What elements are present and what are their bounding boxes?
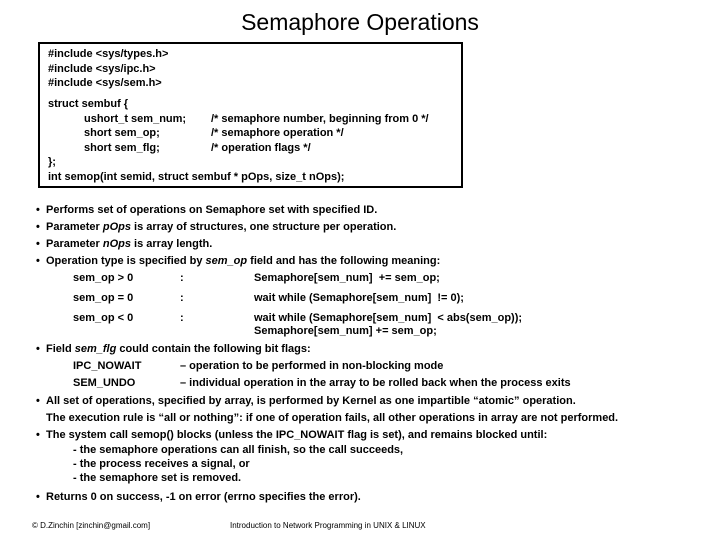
code-box [38, 42, 463, 188]
op-condition: sem_op > 0 [73, 272, 134, 284]
code-include-ipc: #include <sys/ipc.h> [48, 62, 156, 75]
bullet-dot: • [36, 491, 40, 503]
bullet-dot: • [36, 204, 40, 216]
code-struct-close: }; [48, 156, 56, 169]
bullet-dot: • [36, 255, 40, 267]
op-action: Semaphore[sem_num] += sem_op; [254, 272, 440, 284]
code-include-sem: #include <sys/sem.h> [48, 77, 162, 90]
flag-description: – individual operation in the array to be rolled back when the process exits [180, 377, 571, 389]
flag-name: IPC_NOWAIT [73, 360, 142, 372]
op-action: wait while (Semaphore[sem_num] < abs(sem_op)); [254, 312, 523, 324]
block-condition: - the semaphore set is removed. [73, 472, 242, 484]
slide-title: Semaphore Operations [241, 9, 479, 35]
code-field-sem-op: short sem_op; [84, 127, 160, 140]
code-comment-sem-op: /* semaphore operation */ [211, 127, 344, 140]
bullet-dot: • [36, 343, 40, 355]
op-action: wait while (Semaphore[sem_num] != 0); [254, 292, 464, 304]
code-comment-sem-num: /* semaphore number, beginning from 0 */ [211, 112, 429, 125]
op-condition: sem_op < 0 [73, 312, 134, 324]
block-condition: - the semaphore operations can all finish, so the call succeeds, [73, 444, 404, 456]
bullet-dot: • [36, 238, 40, 250]
bullet-pops: Parameter pOps is array of structures, one structure per operation. [46, 221, 397, 233]
code-semop-signature: int semop(int semid, struct sembuf * pOps, size_t nOps); [48, 171, 345, 183]
bullet-sem-flg: Field sem_flg could contain the following bit flags: [46, 343, 311, 355]
code-struct-open: struct sembuf { [48, 98, 129, 110]
op-action-continued: Semaphore[sem_num] += sem_op; [254, 325, 437, 337]
bullet-blocks: The system call semop() blocks (unless the IPC_NOWAIT flag is set), and remains blocked until: [46, 429, 548, 441]
op-separator: : [180, 272, 184, 284]
block-condition: - the process receives a signal, or [73, 458, 250, 470]
code-comment-sem-flg: /* operation flags */ [211, 141, 311, 154]
bullet-returns: Returns 0 on success, -1 on error (errno specifies the error). [46, 491, 361, 503]
bullet-dot: • [36, 395, 40, 407]
flag-description: – operation to be performed in non-blocking mode [180, 360, 444, 372]
bullet-performs: Performs set of operations on Semaphore set with specified ID. [46, 204, 378, 216]
op-separator: : [180, 292, 184, 304]
code-field-sem-num: ushort_t sem_num; [84, 112, 187, 125]
bullet-nops: Parameter nOps is array length. [46, 238, 213, 250]
bullet-dot: • [36, 429, 40, 441]
flag-name: SEM_UNDO [73, 377, 136, 389]
footer-copyright: © D.Zinchin [zinchin@gmail.com] [32, 521, 151, 530]
footer-course-title: Introduction to Network Programming in UNIX & LINUX [230, 521, 426, 530]
op-condition: sem_op = 0 [73, 292, 134, 304]
op-separator: : [180, 312, 184, 324]
bullet-atomic-continued: The execution rule is “all or nothing”: if one of operation fails, all other operations in array are not performed. [46, 412, 619, 424]
code-include-types: #include <sys/types.h> [48, 48, 169, 60]
bullet-operation-type: Operation type is specified by sem_op field and has the following meaning: [46, 255, 441, 267]
bullet-dot: • [36, 221, 40, 233]
bullet-atomic: All set of operations, specified by array, is performed by Kernel as one impartible “atomic” operation. [46, 395, 576, 407]
code-field-sem-flg: short sem_flg; [84, 141, 160, 154]
